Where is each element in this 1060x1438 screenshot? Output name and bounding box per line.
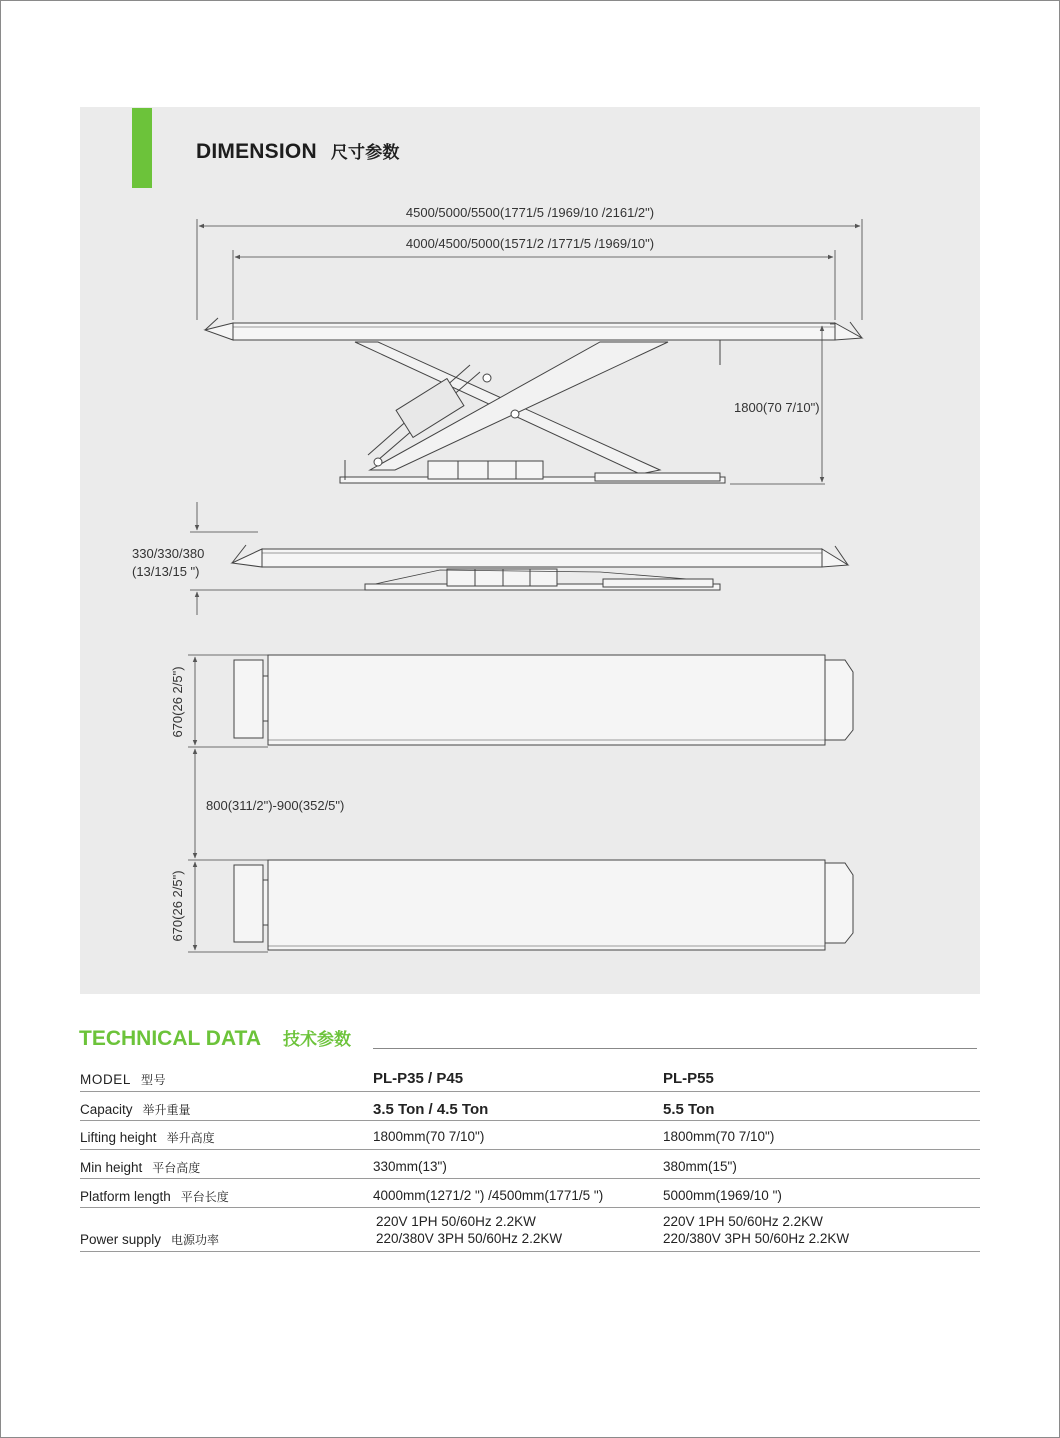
spec-label-lifting-height (80, 1129, 215, 1146)
spec-row-min-height (80, 1150, 980, 1179)
platform-top-view-1 (234, 655, 853, 745)
platform-top-view-2 (234, 860, 853, 950)
spec-row-lifting-height (80, 1121, 980, 1150)
spec-label-min-height-cn: 平台高度 (152, 1161, 201, 1175)
dim-label-min-height-1: 330/330/380 (132, 546, 205, 561)
dimension-title-en: DIMENSION (196, 140, 317, 163)
spec-label-capacity-cn: 举升重量 (142, 1103, 191, 1117)
spec-lifting-height-col2: 1800mm(70 7/10") (663, 1129, 775, 1144)
spec-header-row (80, 1062, 980, 1092)
spec-header-label (80, 1071, 166, 1088)
spec-platform-length-col1: 4000mm(1271/2 ") /4500mm(1771/5 ") (373, 1188, 604, 1203)
spec-power-col1-line1: 220V 1PH 50/60Hz 2.2KW (376, 1214, 536, 1229)
spec-label-capacity (80, 1101, 191, 1118)
spec-power-col1-line2: 220/380V 3PH 50/60Hz 2.2KW (376, 1231, 563, 1246)
spec-header-col2: PL-P55 (663, 1070, 714, 1087)
spec-power-col2 (663, 1213, 849, 1247)
spec-power-col2-line1: 220V 1PH 50/60Hz 2.2KW (663, 1214, 823, 1229)
spec-platform-length-col2: 5000mm(1969/10 ") (663, 1188, 782, 1203)
spec-label-lifting-height-en: Lifting height (80, 1130, 157, 1145)
technical-title-rule (373, 1048, 977, 1049)
spec-label-platform-length-en: Platform length (80, 1189, 171, 1204)
spec-label-platform-length (80, 1188, 229, 1205)
dim-label-platform-width-1: 670(26 2/5") (170, 666, 185, 738)
dim-label-platform-length: 4000/4500/5000(1571/2 /1771/5 /1969/10") (405, 236, 655, 251)
spec-header-label-en: MODEL (80, 1072, 132, 1087)
spec-row-power-supply (80, 1208, 980, 1252)
technical-title-cn: 技术参数 (283, 1030, 351, 1049)
dim-label-platform-width-2: 670(26 2/5") (170, 870, 185, 942)
spec-label-power-supply-cn: 电源功率 (171, 1233, 220, 1247)
spec-label-min-height-en: Min height (80, 1160, 143, 1175)
spec-label-min-height (80, 1159, 200, 1176)
spec-lifting-height-col1: 1800mm(70 7/10") (373, 1129, 485, 1144)
technical-title-en: TECHNICAL DATA (79, 1027, 261, 1050)
technical-title (79, 1025, 351, 1051)
spec-min-height-col2: 380mm(15") (663, 1159, 737, 1174)
spec-row-capacity (80, 1092, 980, 1121)
spec-capacity-col2: 5.5 Ton (663, 1101, 715, 1118)
spec-label-lifting-height-cn: 举升高度 (166, 1131, 215, 1145)
spec-label-power-supply (80, 1231, 219, 1248)
spec-power-col2-line2: 220/380V 3PH 50/60Hz 2.2KW (663, 1231, 850, 1246)
dim-label-overall-length: 4500/5000/5500(1771/5 /1969/10 /2161/2") (405, 205, 655, 220)
dim-label-gap: 800(311/2")-900(352/5") (206, 798, 345, 813)
spec-label-capacity-en: Capacity (80, 1102, 133, 1117)
spec-capacity-col1: 3.5 Ton / 4.5 Ton (373, 1101, 489, 1118)
spec-row-platform-length (80, 1179, 980, 1208)
dimension-title-cn: 尺寸参数 (330, 143, 400, 162)
spec-power-col1 (376, 1213, 562, 1247)
spec-label-power-supply-en: Power supply (80, 1232, 162, 1247)
spec-label-platform-length-cn: 平台长度 (180, 1190, 229, 1204)
spec-header-label-cn: 型号 (141, 1073, 167, 1087)
spec-header-col1: PL-P35 / P45 (373, 1070, 464, 1087)
dim-label-lift-height: 1800(70 7/10") (734, 400, 820, 415)
lift-lowered-side-view (232, 545, 848, 590)
dim-label-min-height-2: (13/13/15 ") (132, 564, 200, 579)
spec-min-height-col1: 330mm(13") (373, 1159, 447, 1174)
